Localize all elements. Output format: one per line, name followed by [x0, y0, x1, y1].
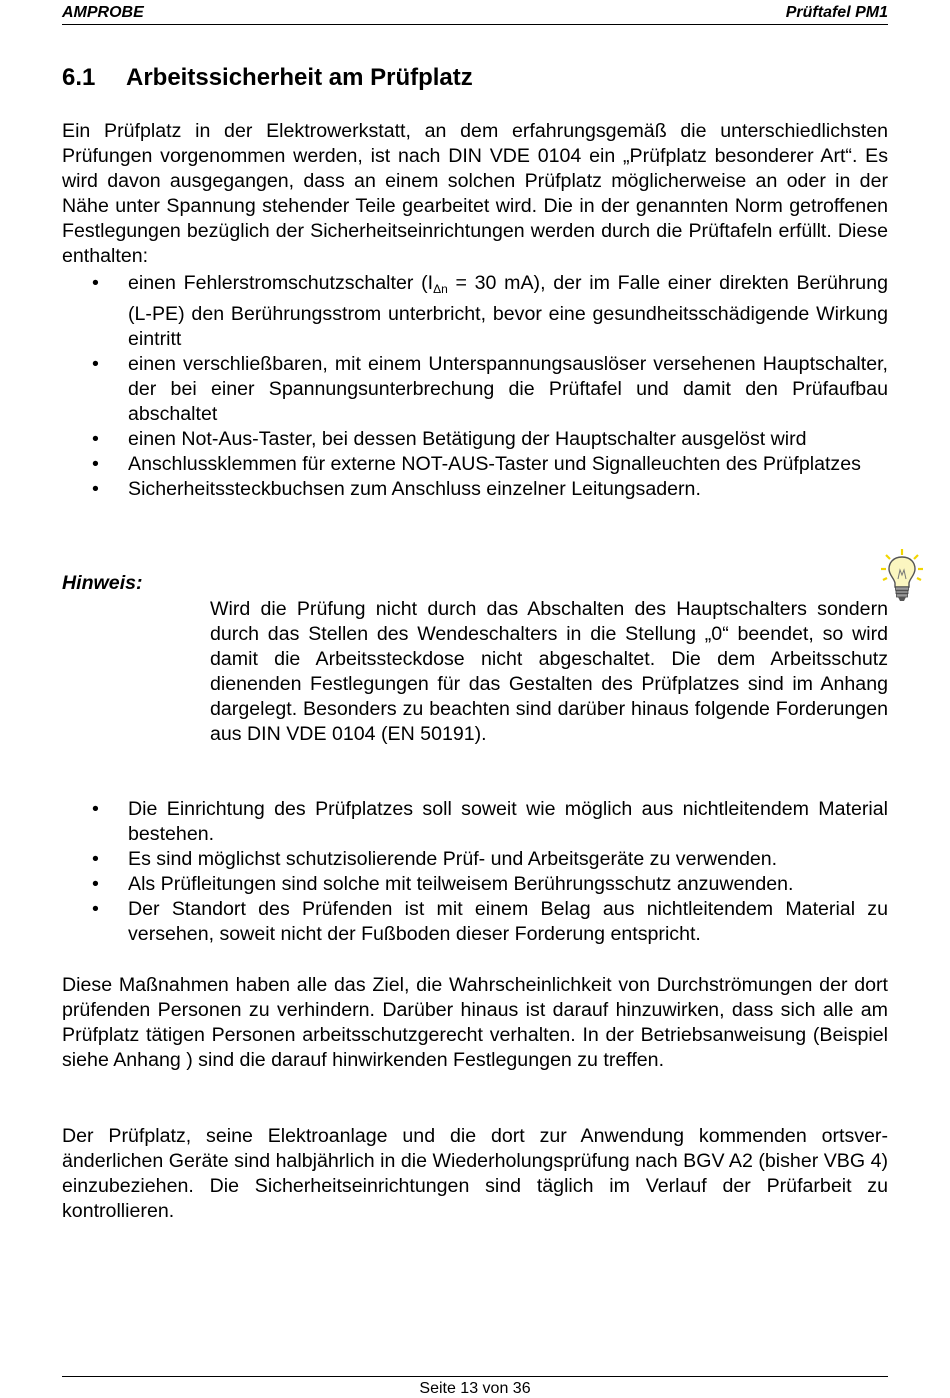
bullet-icon: •	[92, 272, 99, 294]
item-text-end: = 30 mA), der im Falle einer direkten Berührung (L-PE) den Berührungsstrom unterbricht, bevor eine gesundheitsschädigende Wirkung eintritt	[128, 272, 888, 350]
requirements-list	[62, 797, 888, 947]
section-number: 6.1	[62, 64, 96, 91]
hint-text: Wird die Prüfung nicht durch das Abschalten des Hauptschalters sondern durch das Stellen des Wendeschalters in die Stellung „0“ beendet, so wird damit die Arbeitssteckdose nicht abgeschaltet. Die dem Arbeitsschutz dienenden Festlegungen für das Gestalten des Prüfplatzes sind im Anhang dargelegt. Besonders zu beachten sind darüber hinaus folgende Forderungen aus DIN VDE 0104 (EN 50191).	[210, 598, 888, 745]
safety-equipment-list	[62, 271, 888, 502]
bullet-icon: •	[92, 428, 99, 450]
document-title: Prüftafel PM1	[785, 4, 888, 21]
list-item	[62, 271, 888, 352]
list-item	[62, 797, 888, 847]
section-heading	[62, 64, 473, 92]
lightbulb-icon	[880, 548, 924, 604]
item-text: Es sind möglichst schutzisolierende Prüf- und Arbeitsgeräte zu verwenden.	[128, 848, 778, 870]
item-text: Als Prüfleitungen sind solche mit teilweisem Berührungsschutz anzuwenden.	[128, 873, 794, 895]
hint-label: Hinweis:	[62, 572, 143, 594]
bullet-icon: •	[92, 848, 99, 870]
bullet-icon: •	[92, 798, 99, 820]
item-subscript: Δn	[433, 282, 448, 296]
footer-divider	[62, 1376, 888, 1377]
item-text-start: einen Fehlerstromschutzschalter (I	[128, 272, 434, 294]
item-text: Die Einrichtung des Prüfplatzes soll soweit wie möglich aus nichtleitendem Material bestehen.	[128, 798, 888, 845]
brand-name: AMPROBE	[62, 4, 144, 21]
item-text: Der Standort des Prüfenden ist mit einem Belag aus nichtleitendem Material zu versehen, soweit nicht der Fußboden dieser Forderung entspricht.	[128, 898, 888, 945]
intro-paragraph: Ein Prüfplatz in der Elektrowerkstatt, an dem erfahrungsgemäß die unterschiedlichsten Prüfungen vorgenommen werden, ist nach DIN VDE 0104 ein „Prüfplatz besonderer Art“. Es wird davon ausgegangen, dass an einem solchen Prüfplatz möglicherweise an oder in der Nähe unter Spannung stehender Teile gearbeitet wird. Die in der genannten Norm getroffenen Festlegungen bezüglich der Sicherheitseinrichtungen werden durch die Prüftafeln erfüllt. Diese enthalten:	[62, 120, 888, 267]
list-item	[62, 872, 888, 897]
measures-paragraph: Diese Maßnahmen haben alle das Ziel, die Wahrscheinlichkeit von Durchströmungen der dort prüfenden Personen zu verhindern. Darüber hinaus ist darauf hinzuwirken, dass sich alle am Prüfplatz tätigen Personen arbeitsschutzgerecht verhalten. In der Betriebsanweisung (Beispiel siehe Anhang ) sind die darauf hinwirkenden Festlegungen zu treffen.	[62, 974, 888, 1071]
item-text: Sicherheitssteckbuchsen zum Anschluss einzelner Leitungsadern.	[128, 478, 701, 500]
bullet-icon: •	[92, 478, 99, 500]
item-text: einen Not-Aus-Taster, bei dessen Betätigung der Hauptschalter ausgelöst wird	[128, 428, 807, 450]
bullet-icon: •	[92, 873, 99, 895]
list-item	[62, 427, 888, 452]
item-text: einen verschließbaren, mit einem Unterspannungsauslöser versehenen Hauptschalter, der bei einer Spannungsunterbrechung die Prüftafel und damit den Prüfaufbau abschaltet	[128, 353, 888, 425]
bullet-icon: •	[92, 453, 99, 475]
list-item	[62, 352, 888, 427]
page-number: Seite 13 von 36	[419, 1380, 531, 1397]
section-title: Arbeitssicherheit am Prüfplatz	[126, 64, 473, 91]
list-item	[62, 477, 888, 502]
bullet-icon: •	[92, 353, 99, 375]
page-header	[62, 2, 888, 25]
inspection-paragraph: Der Prüfplatz, seine Elektroanlage und die dort zur Anwendung kommenden ortsveränderlichen Geräte sind halbjährlich in die Wiederholungsprüfung nach BGV A2 (bisher VBG 4) einzubeziehen. Die Sicherheitseinrichtungen sind täglich im Verlauf der Prüfarbeit zu kontrollieren.	[62, 1125, 888, 1222]
list-item	[62, 452, 888, 477]
list-item	[62, 847, 888, 872]
bullet-icon: •	[92, 898, 99, 920]
list-item	[62, 897, 888, 947]
item-text: Anschlussklemmen für externe NOT-AUS-Taster und Signalleuchten des Prüfplatzes	[128, 453, 861, 475]
